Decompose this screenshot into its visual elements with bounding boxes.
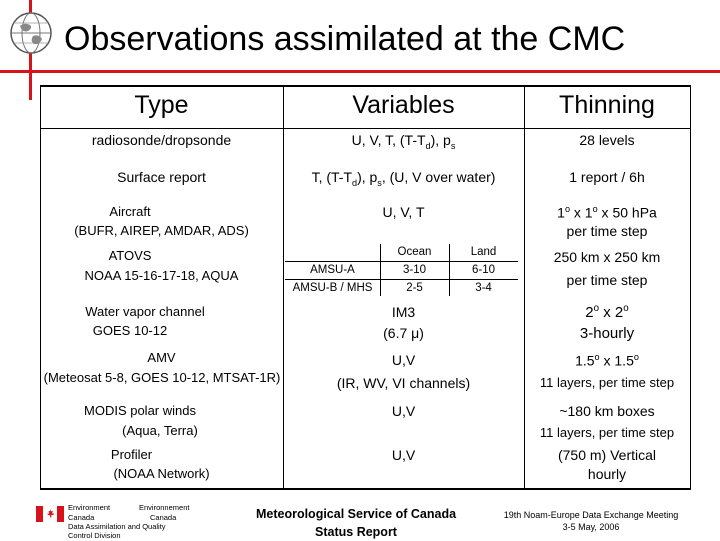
footer-center-line1: Meteorological Service of Canada	[255, 507, 457, 521]
footer-center	[236, 505, 476, 541]
thinning-water-vapor: 2$^o$ x 2$^o$	[585, 303, 629, 321]
atovs-amsu-b: AMSU-B / MHS	[292, 282, 373, 294]
atovs-amsu-a: AMSU-A	[310, 264, 355, 276]
variables-radiosonde: U, V, T, $(T-T_d)$, $p_s$	[351, 132, 456, 151]
type-water-vapor: Water vapor channel	[85, 304, 205, 319]
thinning-radiosonde: 28 levels	[579, 132, 635, 148]
type-profiler-detail: (NOAA Network)	[113, 466, 210, 481]
thinning-aircraft: 1$^o$ x 1$^o$ x 50 hPa	[557, 204, 657, 221]
type-surface: Surface report	[117, 169, 206, 185]
footer-division: Data Assimilation and Quality	[68, 522, 166, 531]
thinning-profiler: (750 m) Vertical	[557, 447, 657, 463]
atovs-amsu-a-ocean: 3-10	[402, 264, 427, 276]
type-aircraft: Aircraft	[109, 204, 151, 219]
canada-flag-icon	[36, 506, 64, 522]
globe-icon	[8, 10, 54, 56]
footer-meeting-line1: 19th Noam-Europe Data Exchange Meeting	[503, 510, 679, 520]
header-type: Type	[134, 91, 189, 119]
thinning-modis-detail: 11 layers, per time step	[539, 425, 675, 440]
variables-water-vapor-detail: (6.7 μ)	[383, 325, 424, 341]
footer-meeting	[486, 510, 696, 533]
atovs-header-ocean: Ocean	[397, 246, 432, 258]
atovs-amsu-a-land: 6-10	[471, 264, 496, 276]
thinning-water-vapor-detail: 3-hourly	[579, 325, 635, 342]
variables-surface: T, $(T-T_d)$, $p_s$, (U, V over water)	[311, 169, 496, 188]
footer-environment-en: Environment	[68, 503, 111, 512]
accent-line-horizontal	[0, 70, 720, 73]
subtable-divider	[285, 279, 518, 280]
table-bottom-border	[40, 488, 690, 490]
atovs-amsu-b-ocean: 2-5	[406, 282, 423, 294]
atovs-amsu-b-land: 3-4	[475, 282, 492, 294]
thinning-profiler-detail: hourly	[587, 466, 627, 482]
thinning-modis: ~180 km boxes	[559, 403, 655, 419]
variables-amv-detail: (IR, WV, VI channels)	[336, 375, 471, 391]
variables-modis: U,V	[391, 403, 416, 419]
footer-environment-fr: Environnement	[139, 503, 190, 512]
type-modis: MODIS polar winds	[84, 403, 196, 418]
type-modis-detail: (Aqua, Terra)	[122, 423, 198, 438]
variables-profiler: U,V	[391, 447, 416, 463]
type-amv: AMV	[147, 350, 176, 365]
type-radiosonde: radiosonde/dropsonde	[91, 132, 232, 148]
type-water-vapor-detail: GOES 10-12	[92, 323, 168, 338]
thinning-amv: 1.5$^o$ x 1.5$^o$	[575, 352, 639, 369]
thinning-atovs-detail: per time step	[566, 272, 648, 288]
header-variables: Variables	[352, 91, 455, 119]
thinning-aircraft-detail: per time step	[566, 223, 648, 239]
type-atovs-detail: NOAA 15-16-17-18, AQUA	[84, 268, 239, 283]
row-divider	[40, 128, 690, 129]
page-title: Observations assimilated at the CMC	[64, 20, 626, 58]
variables-amv: U,V	[391, 352, 416, 368]
footer-center-line2: Status Report	[315, 525, 397, 540]
footer-division-detail: Control Division	[68, 531, 121, 540]
type-amv-detail: (Meteosat 5-8, GOES 10-12, MTSAT-1R)	[43, 370, 281, 385]
atovs-header-land: Land	[470, 246, 497, 258]
type-atovs: ATOVS	[108, 248, 152, 263]
subtable-divider	[285, 261, 518, 262]
type-profiler: Profiler	[110, 447, 153, 462]
footer-canada-fr: Canada	[150, 513, 177, 522]
variables-water-vapor: IM3	[391, 304, 416, 320]
table-right-border	[690, 85, 691, 490]
header-thinning: Thinning	[559, 91, 655, 119]
type-aircraft-detail: (BUFR, AIREP, AMDAR, ADS)	[74, 223, 249, 238]
thinning-atovs: 250 km x 250 km	[553, 249, 661, 265]
thinning-surface: 1 report / 6h	[569, 169, 645, 185]
thinning-amv-detail: 11 layers, per time step	[539, 375, 675, 390]
table-top-border	[40, 85, 690, 87]
footer-meeting-line2: 3-5 May, 2006	[562, 521, 620, 532]
footer-canada-en: Canada	[68, 513, 95, 522]
variables-aircraft: U, V, T	[382, 204, 425, 220]
